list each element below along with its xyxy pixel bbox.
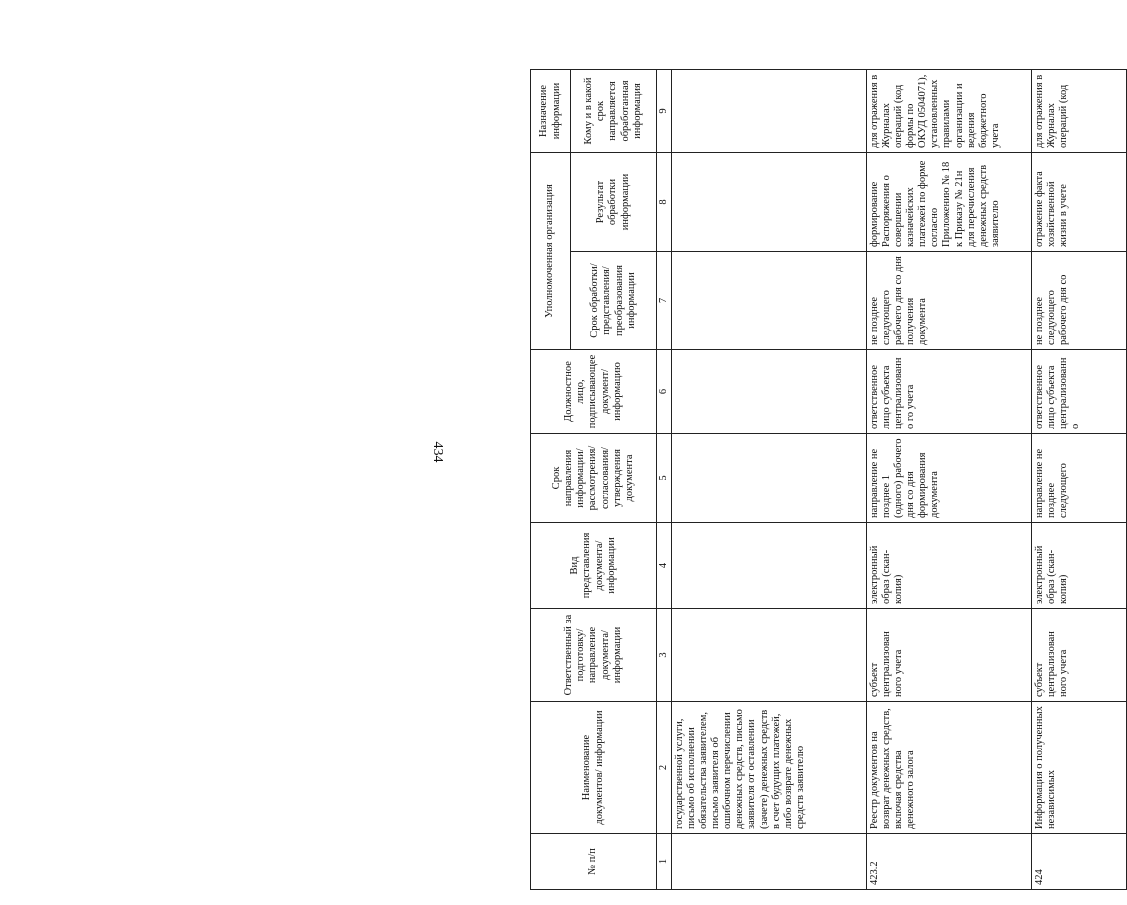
column-number: 7 [657, 252, 672, 350]
row-name: государственной услуги, письмо об исполнении обязательства заявителем, письмо заявителя об ошибочном перечислении денежных средств, письмо заявителя от оставлении (зачете) денежных средств в счет будущих платежей, либо возврате денежных средств заявителю [672, 702, 867, 834]
rotated-page [530, 70, 1082, 890]
row-processing-term: не позднее следующего рабочего дня со [1032, 252, 1127, 350]
row-responsible: субъект централизован ного учета [867, 609, 1032, 702]
header-processing-term: Срок обработки/ представления/ преобразования информации [571, 252, 657, 350]
table-row [867, 70, 1032, 890]
column-number: 3 [657, 609, 672, 702]
header-form: Вид представления документа/ информации [531, 523, 657, 609]
column-number: 5 [657, 434, 672, 523]
row-term: направление не позднее следующего [1032, 434, 1127, 523]
row-responsible [672, 609, 867, 702]
column-number: 4 [657, 523, 672, 609]
page-number: 434 [430, 441, 445, 463]
header-num: № п/п [531, 834, 657, 890]
header-responsible: Ответственный за подготовку/ направление документа/ информации [531, 609, 657, 702]
row-num: 424 [1032, 834, 1127, 890]
header-group-purpose: Назначение информации [531, 70, 571, 153]
header-recipient: Кому и в какой срок направляется обработанная информация [571, 70, 657, 153]
header-group-organization: Уполномоченная организация [531, 153, 571, 350]
row-form [672, 523, 867, 609]
table-row [672, 70, 867, 890]
column-number: 1 [657, 834, 672, 890]
row-term: направление не позднее 1 (одного) рабочего дня со дня формирования документа [867, 434, 1032, 523]
column-number: 9 [657, 70, 672, 153]
row-processing-term [672, 252, 867, 350]
column-number: 2 [657, 702, 672, 834]
row-term [672, 434, 867, 523]
table-row [1032, 70, 1127, 890]
row-num: 423.2 [867, 834, 1032, 890]
row-official: ответственное лицо субъекта централизованно [1032, 350, 1127, 434]
row-processing-term: не позднее следующего рабочего дня со дня получения документа [867, 252, 1032, 350]
row-official: ответственное лицо субъекта централизованно го учета [867, 350, 1032, 434]
row-name: Реестр документов на возврат денежных средств, включая средства денежного залога [867, 702, 1032, 834]
row-recipient: для отражения в Журналах операций (код [1032, 70, 1127, 153]
row-name: Информация о полученных независимых [1032, 702, 1127, 834]
row-form: электронный образ (скан-копия) [1032, 523, 1127, 609]
row-responsible: субъект централизован ного учета [1032, 609, 1127, 702]
row-result: формирование Распоряжения о совершении казначейских платежей по форме согласно Приложению № 18 к Приказу № 21н для перечисления денежных средств заявителю [867, 153, 1032, 252]
header-result: Результат обработки информации [571, 153, 657, 252]
row-result: отражение факта хозяйственной жизни в учете [1032, 153, 1127, 252]
row-official [672, 350, 867, 434]
header-term: Срок направления информации/ рассмотрения/ согласования/ утверждения документа [531, 434, 657, 523]
column-number: 6 [657, 350, 672, 434]
header-official: Должностное лицо, подписывающее документ/ информацию [531, 350, 657, 434]
row-num [672, 834, 867, 890]
row-recipient: для отражения в Журналах операций (код формы по ОКУД 0504071), установленных правилами организации и ведения бюджетного учета [867, 70, 1032, 153]
document-table [530, 69, 1127, 890]
row-form: электронный образ (скан-копия) [867, 523, 1032, 609]
row-recipient [672, 70, 867, 153]
header-name: Наименование документов/ информации [531, 702, 657, 834]
row-result [672, 153, 867, 252]
column-number: 8 [657, 153, 672, 252]
